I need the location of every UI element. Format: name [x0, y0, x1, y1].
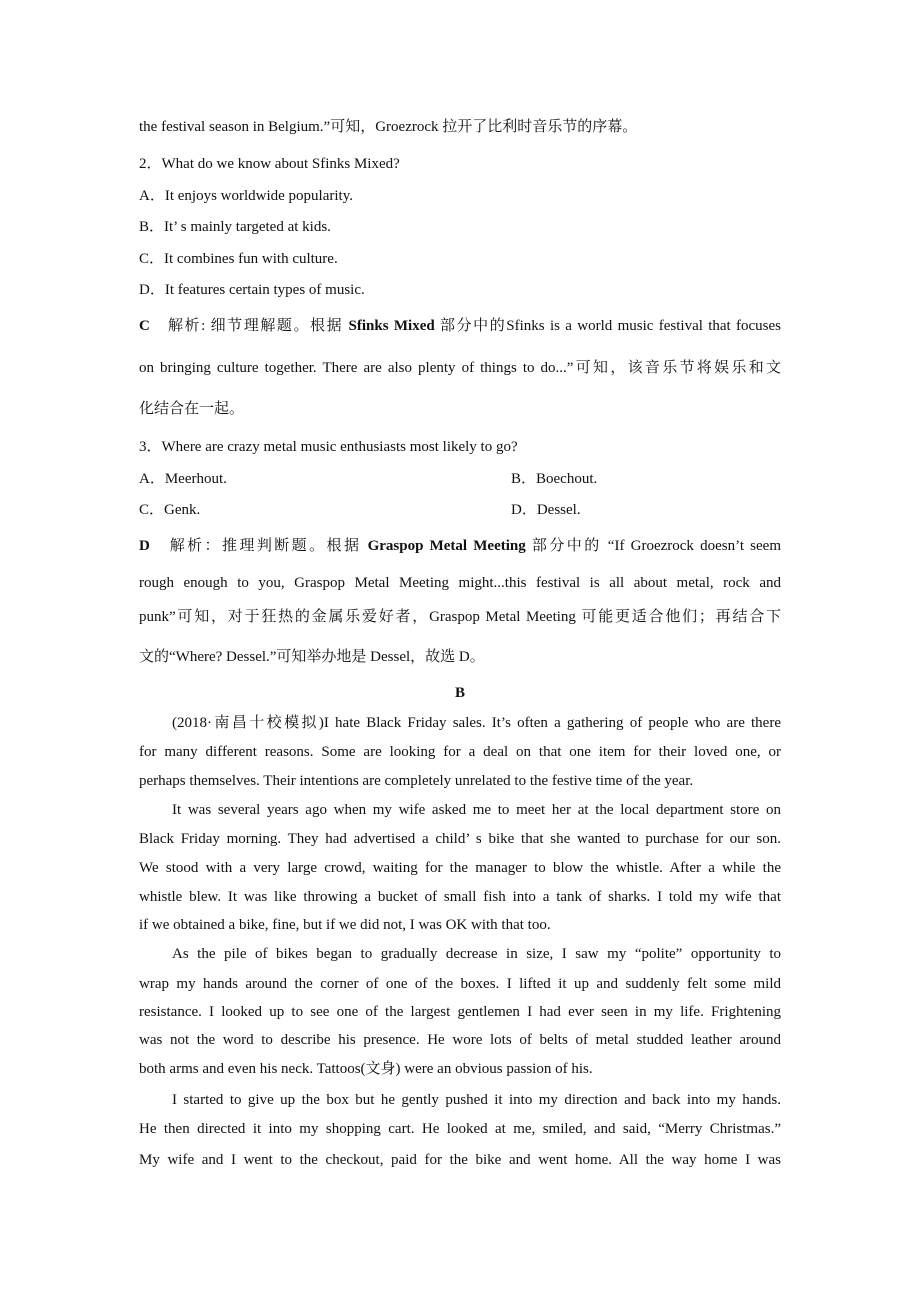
bold-text: B — [454, 685, 465, 701]
text-segment: on bringing culture together. There are also plenty of things to do...”可知，该音乐节将娱乐和文 — [139, 360, 781, 376]
text-segment: It was several years ago when my wife asked me to meet her at the local department store on — [172, 802, 781, 818]
text-segment: was not the word to describe his presence. He wore lots of belts of metal studded leather around — [139, 1032, 781, 1048]
text-line — [139, 249, 781, 269]
text-segment: 化结合在一起。 — [139, 401, 245, 417]
text-segment: C．Genk. — [139, 502, 201, 518]
option-right: B．Boechout. — [511, 471, 598, 487]
text-line — [139, 915, 781, 935]
text-segment: 部分中的 “If Groezrock doesn’t seem — [525, 538, 781, 554]
text-line — [139, 573, 781, 593]
bold-text: Sfinks Mixed — [348, 318, 435, 334]
text-segment: As the pile of bikes began to gradually decrease in size, I saw my “polite” opportunity to — [172, 946, 781, 962]
text-segment: 文的“Where? Dessel.”可知举办地是 Dessel，故选 D。 — [139, 649, 485, 665]
text-line — [139, 399, 781, 419]
text-segment: 3．Where are crazy metal music enthusiasts most likely to go? — [139, 439, 518, 455]
text-segment: My wife and I went to the checkout, paid for the bike and went home. All the way home I was — [139, 1152, 781, 1168]
text-segment: both arms and even his neck. Tattoos(文身) were an obvious passion of his. — [139, 1061, 593, 1077]
bold-text: C — [139, 318, 150, 334]
text-segment: Black Friday morning. They had advertised a child’ s bike that she wanted to purchase for our son. — [139, 831, 781, 847]
text-segment: punk”可知，对于狂热的金属乐爱好者，Graspop Metal Meeting 可能更适合他们；再结合下 — [139, 609, 781, 625]
text-line — [139, 500, 781, 520]
text-segment: 解析：推理判断题。根据 — [149, 538, 368, 554]
text-segment: perhaps themselves. Their intentions are completely unrelated to the festive time of the year. — [139, 773, 694, 789]
text-segment: C．It combines fun with culture. — [139, 251, 338, 267]
text-segment: He then directed it into my shopping cart. He looked at me, smiled, and said, “Merry Christmas.” — [139, 1121, 781, 1137]
text-line — [139, 217, 781, 237]
text-segment: 部分中的Sfinks is a world music festival that focuses — [434, 318, 782, 334]
text-segment: the festival season in Belgium.”可知，Groezrock 拉开了比利时音乐节的序幕。 — [139, 119, 638, 135]
text-line — [139, 742, 781, 762]
text-segment: whistle blew. It was like throwing a bucket of small fish into a tank of sharks. I told my wife that — [139, 889, 781, 905]
text-line — [139, 469, 781, 489]
text-segment: for many different reasons. Some are looking for a deal on that one item for their loved one, or — [139, 744, 781, 760]
text-line — [139, 280, 781, 300]
text-segment: 解析: 细节理解题。根据 — [149, 318, 349, 334]
text-line — [139, 607, 781, 627]
text-line — [139, 1119, 781, 1139]
text-line — [139, 1030, 781, 1050]
text-segment: A．Meerhout. — [139, 471, 227, 487]
text-line — [139, 829, 781, 849]
text-line — [139, 1059, 781, 1079]
text-line — [139, 437, 781, 457]
text-segment: if we obtained a bike, fine, but if we did not, I was OK with that too. — [139, 917, 551, 933]
text-line — [139, 887, 781, 907]
text-line — [139, 647, 781, 667]
text-line — [139, 1002, 781, 1022]
text-segment: wrap my hands around the corner of one of the boxes. I lifted it up and suddenly felt some mild — [139, 976, 781, 992]
text-segment: (2018·南昌十校模拟)I hate Black Friday sales. It’s often a gathering of people who are there — [172, 715, 781, 731]
text-line — [139, 1150, 781, 1170]
text-line — [139, 316, 781, 336]
text-line — [172, 1090, 781, 1110]
text-segment: resistance. I looked up to see one of the largest gentlemen I had ever seen in my life. Frightening — [139, 1004, 781, 1020]
text-line — [139, 974, 781, 994]
text-line — [139, 536, 781, 556]
text-segment: B．It’ s mainly targeted at kids. — [139, 219, 331, 235]
text-segment: 2．What do we know about Sfinks Mixed? — [139, 156, 400, 172]
text-segment: rough enough to you, Graspop Metal Meeting might...this festival is all about metal, rock and — [139, 575, 781, 591]
text-line — [139, 771, 781, 791]
text-segment: I started to give up the box but he gently pushed it into my direction and back into my hands. — [172, 1092, 781, 1108]
text-line — [139, 858, 781, 878]
bold-text: D — [139, 538, 150, 554]
option-right: D．Dessel. — [511, 502, 581, 518]
text-line — [139, 186, 781, 206]
text-segment: D．It features certain types of music. — [139, 282, 365, 298]
text-segment: We stood with a very large crowd, waiting for the manager to blow the whistle. After a while the — [139, 860, 781, 876]
text-line — [139, 683, 781, 703]
text-line — [139, 358, 781, 378]
text-line — [172, 944, 781, 964]
text-line — [172, 800, 781, 820]
text-line — [172, 713, 781, 733]
bold-text: Graspop Metal Meeting — [367, 538, 526, 554]
text-line — [139, 117, 781, 137]
text-line — [139, 154, 781, 174]
text-segment: A．It enjoys worldwide popularity. — [139, 188, 353, 204]
